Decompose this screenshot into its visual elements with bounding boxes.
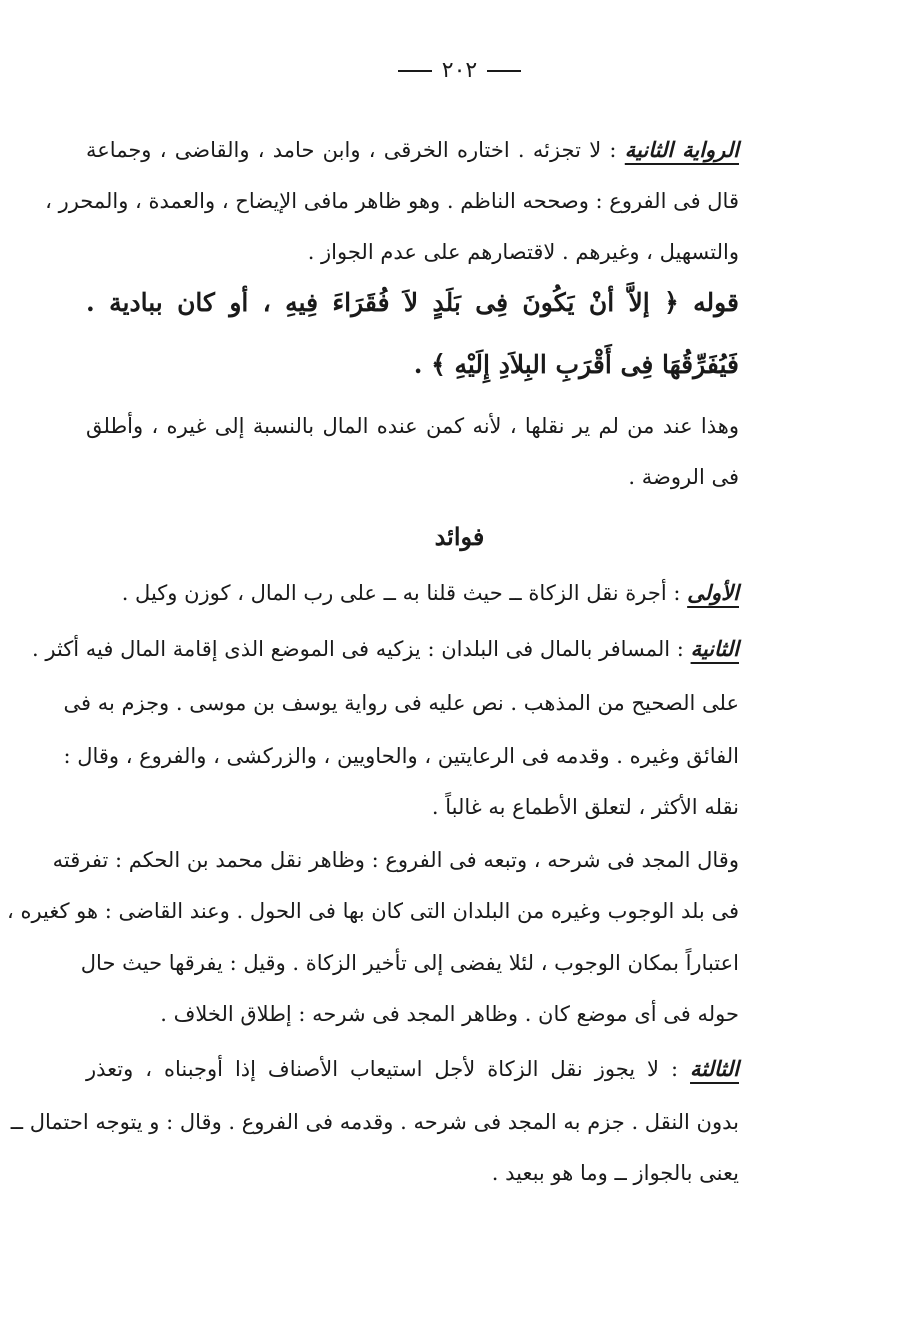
first-line1-text: : أجرة نقل الزكاة ــ حيث قلنا به ــ على رب المال ، كوزن وكيل . (121, 581, 681, 605)
page-number: ٢٠٢ (441, 58, 478, 83)
page-header (0, 58, 919, 83)
second-line1 (32, 634, 739, 664)
paragraph1-label: الرواية الثانية (624, 137, 739, 162)
second-line4: نقله الأكثر ، لتعلق الأطماع به غالباً . (431, 795, 739, 819)
paragraph2-line1: وهذا عند من لم ير نقلها ، لأنه كمن عنده المال بالنسبة إلى غيره ، وأطلق (86, 414, 739, 438)
paragraph1-line2: قال فى الفروع : وصححه الناظم . وهو ظاهر مافى الإيضاح ، والعمدة ، والمحرر ، (45, 189, 739, 213)
first-label: الأولى (687, 580, 739, 605)
quote-line2: فَيُفَرِّقُهَا فِى أَقْرَبِ البِلاَدِ إِلَيْهِ ﴾ . (413, 350, 739, 379)
first-line1 (86, 578, 739, 608)
second-line1-text: : المسافر بالمال فى البلدان : يزكيه فى الموضع الذى إقامة المال فيه أكثر . (32, 637, 684, 661)
second-line3: الفائق وغيره . وقدمه فى الرعايتين ، والحاويين ، والزركشى ، والفروع ، وقال : (63, 744, 739, 768)
second-line2: على الصحيح من المذهب . نص عليه فى رواية يوسف بن موسى . وجزم به فى (63, 691, 739, 715)
section-title: فوائد (434, 522, 485, 551)
second-label: الثانية (690, 636, 739, 661)
paragraph3-line4: حوله فى أى موضع كان . وظاهر المجد فى شرحه : إطلاق الخلاف . (160, 1002, 739, 1026)
paragraph3-line1: وقال المجد فى شرحه ، وتبعه فى الفروع : وظاهر نقل محمد بن الحكم : تفرقته (52, 848, 739, 872)
header-dash-left (398, 70, 432, 72)
quote-line1: قوله ﴿ إلاَّ أنْ يَكُونَ فِى بَلَدٍ لاَ فُقَرَاءَ فِيهِ ، أو كان ببادية . (86, 288, 739, 317)
header-dash-right (487, 70, 521, 72)
third-line3: يعنى بالجواز ــ وما هو ببعيد . (491, 1161, 739, 1185)
third-line2: بدون النقل . جزم به المجد فى شرحه . وقدمه فى الفروع . وقال : و يتوجه احتمال ــ (10, 1110, 739, 1134)
third-line1 (86, 1054, 739, 1084)
paragraph3-line3: اعتباراً بمكان الوجوب ، لئلا يفضى إلى تأخير الزكاة . وقيل : يفرقها حيث حال (80, 951, 739, 975)
paragraph1-line1-text: : لا تجزئه . اختاره الخرقى ، وابن حامد ، والقاضى ، وجماعة (86, 138, 617, 162)
paragraph1-line3: والتسهيل ، وغيرهم . لاقتصارهم على عدم الجواز . (307, 240, 739, 264)
third-line1-text: : لا يجوز نقل الزكاة لأجل استيعاب الأصناف إذا أوجبناه ، وتعذر (86, 1057, 679, 1081)
paragraph1-line1 (86, 135, 739, 165)
paragraph2-line2: فى الروضة . (628, 465, 739, 489)
third-label: الثالثة (690, 1056, 739, 1081)
paragraph3-line2: فى بلد الوجوب وغيره من البلدان التى كان بها فى الحول . وعند القاضى : هو كغيره ، (7, 899, 739, 923)
